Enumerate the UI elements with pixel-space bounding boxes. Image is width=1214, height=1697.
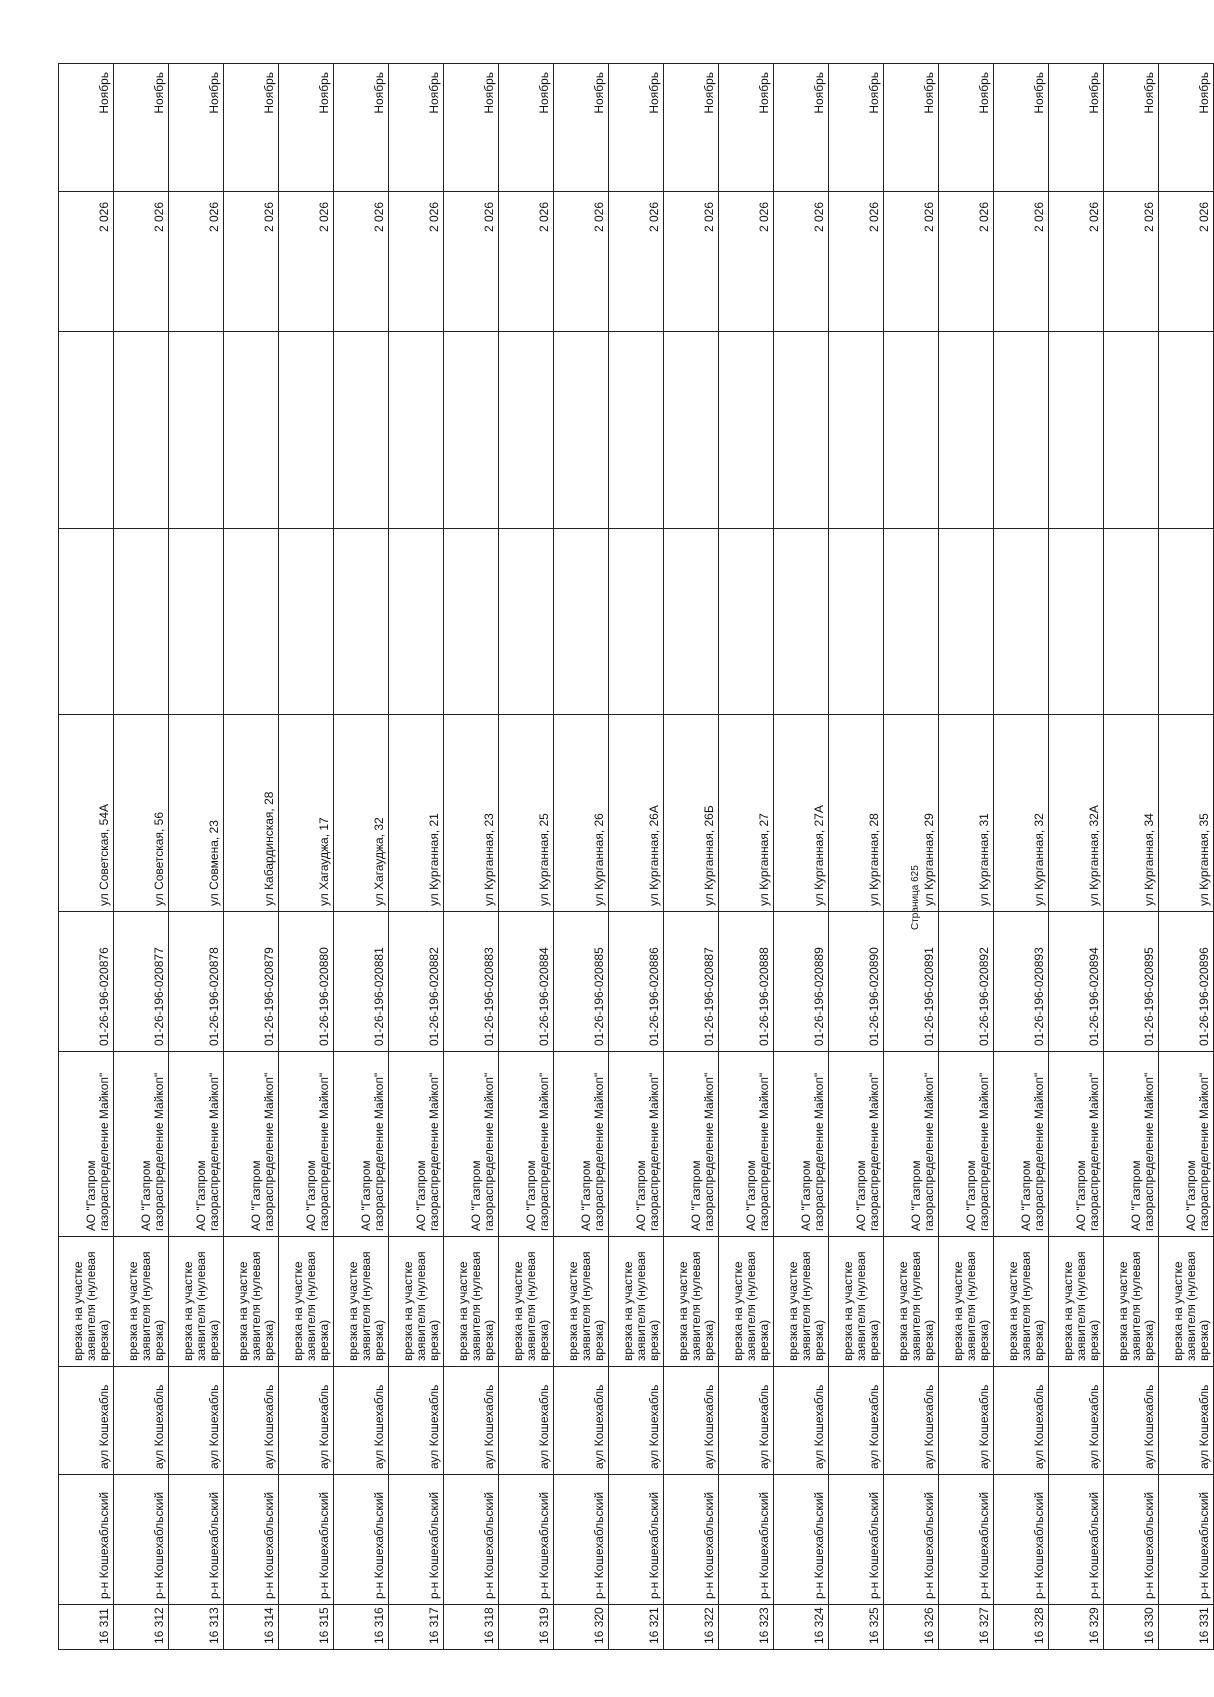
table-row [1104, 64, 1159, 1650]
address-cell: ул Курганная, 34 [1104, 715, 1159, 912]
settlement-cell: аул Кошехабль [499, 1367, 554, 1475]
table-row [224, 64, 279, 1650]
empty-cell [994, 332, 1049, 529]
district-cell: р-н Кошехабльский [1104, 1475, 1159, 1605]
organization-cell: АО "Газпром газораспределение Майкоп" [224, 1052, 279, 1237]
code-cell: 01-26-196-020878 [169, 912, 224, 1052]
row-number-cell: 16 318 [444, 1605, 499, 1650]
work-type-cell: врезка на участке заявителя (нулевая врезка) [884, 1237, 939, 1367]
year-cell: 2 026 [389, 192, 444, 332]
year-cell: 2 026 [939, 192, 994, 332]
year-cell: 2 026 [499, 192, 554, 332]
address-cell: ул Курганная, 28 [829, 715, 884, 912]
empty-cell [554, 529, 609, 715]
empty-cell [1159, 529, 1214, 715]
row-number-cell: 16 312 [114, 1605, 169, 1650]
work-type-cell: врезка на участке заявителя (нулевая врезка) [719, 1237, 774, 1367]
organization-cell: АО "Газпром газораспределение Майкоп" [664, 1052, 719, 1237]
district-cell: р-н Кошехабльский [169, 1475, 224, 1605]
address-cell: ул Курганная, 23 [444, 715, 499, 912]
district-cell: р-н Кошехабльский [279, 1475, 334, 1605]
row-number-cell: 16 329 [1049, 1605, 1104, 1650]
district-cell: р-н Кошехабльский [444, 1475, 499, 1605]
address-cell: ул Курганная, 31 [939, 715, 994, 912]
empty-cell [774, 529, 829, 715]
district-cell: р-н Кошехабльский [554, 1475, 609, 1605]
district-cell: р-н Кошехабльский [774, 1475, 829, 1605]
page-footer [910, 790, 930, 930]
address-cell: ул Курганная, 26Б [664, 715, 719, 912]
code-cell: 01-26-196-020881 [334, 912, 389, 1052]
empty-cell [664, 529, 719, 715]
address-cell: ул Совмена, 23 [169, 715, 224, 912]
empty-cell [939, 332, 994, 529]
empty-cell [1104, 332, 1159, 529]
month-cell: Ноябрь [1104, 64, 1159, 192]
empty-cell [664, 332, 719, 529]
organization-cell: АО "Газпром газораспределение Майкоп" [499, 1052, 554, 1237]
work-type-cell: врезка на участке заявителя (нулевая врезка) [1159, 1237, 1214, 1367]
organization-cell: АО "Газпром газораспределение Майкоп" [884, 1052, 939, 1237]
empty-cell [1104, 529, 1159, 715]
month-cell: Ноябрь [664, 64, 719, 192]
table-row [59, 64, 114, 1650]
empty-cell [59, 332, 114, 529]
organization-cell: АО "Газпром газораспределение Майкоп" [444, 1052, 499, 1237]
month-cell: Ноябрь [829, 64, 884, 192]
district-cell: р-н Кошехабльский [114, 1475, 169, 1605]
year-cell: 2 026 [114, 192, 169, 332]
row-number-cell: 16 328 [994, 1605, 1049, 1650]
table-row [444, 64, 499, 1650]
year-cell: 2 026 [334, 192, 389, 332]
empty-cell [1159, 332, 1214, 529]
empty-cell [499, 529, 554, 715]
work-type-cell: врезка на участке заявителя (нулевая врезка) [994, 1237, 1049, 1367]
empty-cell [554, 332, 609, 529]
table-row [279, 64, 334, 1650]
table-row [114, 64, 169, 1650]
table-row [774, 64, 829, 1650]
work-type-cell: врезка на участке заявителя (нулевая врезка) [59, 1237, 114, 1367]
work-type-cell: врезка на участке заявителя (нулевая врезка) [169, 1237, 224, 1367]
address-cell: ул Кабардинская, 28 [224, 715, 279, 912]
organization-cell: АО "Газпром газораспределение Майкоп" [169, 1052, 224, 1237]
month-cell: Ноябрь [609, 64, 664, 192]
organization-cell: АО "Газпром газораспределение Майкоп" [719, 1052, 774, 1237]
row-number-cell: 16 325 [829, 1605, 884, 1650]
organization-cell: АО "Газпром газораспределение Майкоп" [279, 1052, 334, 1237]
empty-cell [444, 529, 499, 715]
year-cell: 2 026 [664, 192, 719, 332]
empty-cell [499, 332, 554, 529]
address-cell: ул Курганная, 27 [719, 715, 774, 912]
year-cell: 2 026 [994, 192, 1049, 332]
empty-cell [334, 529, 389, 715]
table-row [829, 64, 884, 1650]
table-row [939, 64, 994, 1650]
empty-cell [994, 529, 1049, 715]
address-cell: ул Курганная, 25 [499, 715, 554, 912]
empty-cell [444, 332, 499, 529]
code-cell: 01-26-196-020880 [279, 912, 334, 1052]
row-number-cell: 16 311 [59, 1605, 114, 1650]
year-cell: 2 026 [609, 192, 664, 332]
address-cell: ул Хагауджа, 32 [334, 715, 389, 912]
settlement-cell: аул Кошехабль [719, 1367, 774, 1475]
empty-cell [114, 332, 169, 529]
year-cell: 2 026 [1159, 192, 1214, 332]
empty-cell [829, 529, 884, 715]
settlement-cell: аул Кошехабль [1104, 1367, 1159, 1475]
work-type-cell: врезка на участке заявителя (нулевая врезка) [114, 1237, 169, 1367]
month-cell: Ноябрь [114, 64, 169, 192]
month-cell: Ноябрь [169, 64, 224, 192]
row-number-cell: 16 314 [224, 1605, 279, 1650]
year-cell: 2 026 [279, 192, 334, 332]
organization-cell: АО "Газпром газораспределение Майкоп" [1049, 1052, 1104, 1237]
month-cell: Ноябрь [994, 64, 1049, 192]
empty-cell [1049, 529, 1104, 715]
settlement-cell: аул Кошехабль [664, 1367, 719, 1475]
code-cell: 01-26-196-020884 [499, 912, 554, 1052]
row-number-cell: 16 320 [554, 1605, 609, 1650]
empty-cell [1049, 332, 1104, 529]
code-cell: 01-26-196-020892 [939, 912, 994, 1052]
table-row [664, 64, 719, 1650]
address-cell: ул Курганная, 21 [389, 715, 444, 912]
table-row [499, 64, 554, 1650]
year-cell: 2 026 [554, 192, 609, 332]
settlement-cell: аул Кошехабль [609, 1367, 664, 1475]
empty-cell [884, 529, 939, 715]
row-number-cell: 16 315 [279, 1605, 334, 1650]
code-cell: 01-26-196-020885 [554, 912, 609, 1052]
page-number: Страница 625 [910, 865, 921, 930]
district-cell: р-н Кошехабльский [829, 1475, 884, 1605]
year-cell: 2 026 [719, 192, 774, 332]
code-cell: 01-26-196-020894 [1049, 912, 1104, 1052]
organization-cell: АО "Газпром газораспределение Майкоп" [994, 1052, 1049, 1237]
month-cell: Ноябрь [334, 64, 389, 192]
year-cell: 2 026 [774, 192, 829, 332]
work-type-cell: врезка на участке заявителя (нулевая врезка) [939, 1237, 994, 1367]
work-type-cell: врезка на участке заявителя (нулевая врезка) [774, 1237, 829, 1367]
row-number-cell: 16 317 [389, 1605, 444, 1650]
address-cell: ул Хагауджа, 17 [279, 715, 334, 912]
settlement-cell: аул Кошехабль [939, 1367, 994, 1475]
empty-cell [829, 332, 884, 529]
settlement-cell: аул Кошехабль [884, 1367, 939, 1475]
code-cell: 01-26-196-020891 [884, 912, 939, 1052]
work-type-cell: врезка на участке заявителя (нулевая врезка) [664, 1237, 719, 1367]
empty-cell [609, 529, 664, 715]
settlement-cell: аул Кошехабль [169, 1367, 224, 1475]
empty-cell [59, 529, 114, 715]
organization-cell: АО "Газпром газораспределение Майкоп" [829, 1052, 884, 1237]
month-cell: Ноябрь [554, 64, 609, 192]
code-cell: 01-26-196-020895 [1104, 912, 1159, 1052]
table-row [554, 64, 609, 1650]
district-cell: р-н Кошехабльский [499, 1475, 554, 1605]
month-cell: Ноябрь [444, 64, 499, 192]
settlement-cell: аул Кошехабль [444, 1367, 499, 1475]
row-number-cell: 16 326 [884, 1605, 939, 1650]
address-cell: ул Курганная, 26А [609, 715, 664, 912]
month-cell: Ноябрь [224, 64, 279, 192]
work-type-cell: врезка на участке заявителя (нулевая врезка) [829, 1237, 884, 1367]
table-row [609, 64, 664, 1650]
organization-cell: АО "Газпром газораспределение Майкоп" [939, 1052, 994, 1237]
code-cell: 01-26-196-020883 [444, 912, 499, 1052]
empty-cell [389, 529, 444, 715]
table-row [334, 64, 389, 1650]
address-cell: ул Советская, 56 [114, 715, 169, 912]
district-cell: р-н Кошехабльский [994, 1475, 1049, 1605]
settlement-cell: аул Кошехабль [59, 1367, 114, 1475]
settlement-cell: аул Кошехабль [554, 1367, 609, 1475]
month-cell: Ноябрь [279, 64, 334, 192]
address-cell: ул Курганная, 35 [1159, 715, 1214, 912]
district-cell: р-н Кошехабльский [884, 1475, 939, 1605]
empty-cell [279, 529, 334, 715]
district-cell: р-н Кошехабльский [59, 1475, 114, 1605]
settlement-cell: аул Кошехабль [389, 1367, 444, 1475]
code-cell: 01-26-196-020890 [829, 912, 884, 1052]
row-number-cell: 16 324 [774, 1605, 829, 1650]
month-cell: Ноябрь [499, 64, 554, 192]
settlement-cell: аул Кошехабль [114, 1367, 169, 1475]
row-number-cell: 16 316 [334, 1605, 389, 1650]
organization-cell: АО "Газпром газораспределение Майкоп" [554, 1052, 609, 1237]
address-cell: ул Советская, 54А [59, 715, 114, 912]
district-cell: р-н Кошехабльский [939, 1475, 994, 1605]
settlement-cell: аул Кошехабль [994, 1367, 1049, 1475]
table-row [169, 64, 224, 1650]
table-row [994, 64, 1049, 1650]
year-cell: 2 026 [884, 192, 939, 332]
address-cell: ул Курганная, 27А [774, 715, 829, 912]
code-cell: 01-26-196-020886 [609, 912, 664, 1052]
district-cell: р-н Кошехабльский [389, 1475, 444, 1605]
month-cell: Ноябрь [884, 64, 939, 192]
empty-cell [114, 529, 169, 715]
year-cell: 2 026 [224, 192, 279, 332]
empty-cell [389, 332, 444, 529]
registry-table [58, 63, 1214, 1650]
month-cell: Ноябрь [59, 64, 114, 192]
year-cell: 2 026 [59, 192, 114, 332]
row-number-cell: 16 313 [169, 1605, 224, 1650]
code-cell: 01-26-196-020877 [114, 912, 169, 1052]
table-row [719, 64, 774, 1650]
row-number-cell: 16 330 [1104, 1605, 1159, 1650]
settlement-cell: аул Кошехабль [774, 1367, 829, 1475]
work-type-cell: врезка на участке заявителя (нулевая врезка) [499, 1237, 554, 1367]
empty-cell [224, 332, 279, 529]
organization-cell: АО "Газпром газораспределение Майкоп" [334, 1052, 389, 1237]
address-cell: ул Курганная, 29 [884, 715, 939, 912]
address-cell: ул Курганная, 32 [994, 715, 1049, 912]
district-cell: р-н Кошехабльский [719, 1475, 774, 1605]
month-cell: Ноябрь [719, 64, 774, 192]
empty-cell [939, 529, 994, 715]
row-number-cell: 16 322 [664, 1605, 719, 1650]
settlement-cell: аул Кошехабль [1049, 1367, 1104, 1475]
year-cell: 2 026 [1049, 192, 1104, 332]
settlement-cell: аул Кошехабль [829, 1367, 884, 1475]
row-number-cell: 16 327 [939, 1605, 994, 1650]
empty-cell [719, 332, 774, 529]
work-type-cell: врезка на участке заявителя (нулевая врезка) [554, 1237, 609, 1367]
table-row [389, 64, 444, 1650]
address-cell: ул Курганная, 32А [1049, 715, 1104, 912]
code-cell: 01-26-196-020879 [224, 912, 279, 1052]
empty-cell [609, 332, 664, 529]
settlement-cell: аул Кошехабль [224, 1367, 279, 1475]
code-cell: 01-26-196-020882 [389, 912, 444, 1052]
month-cell: Ноябрь [1159, 64, 1214, 192]
work-type-cell: врезка на участке заявителя (нулевая врезка) [279, 1237, 334, 1367]
code-cell: 01-26-196-020888 [719, 912, 774, 1052]
month-cell: Ноябрь [774, 64, 829, 192]
row-number-cell: 16 319 [499, 1605, 554, 1650]
code-cell: 01-26-196-020893 [994, 912, 1049, 1052]
row-number-cell: 16 323 [719, 1605, 774, 1650]
empty-cell [169, 529, 224, 715]
district-cell: р-н Кошехабльский [334, 1475, 389, 1605]
empty-cell [169, 332, 224, 529]
settlement-cell: аул Кошехабль [1159, 1367, 1214, 1475]
settlement-cell: аул Кошехабль [279, 1367, 334, 1475]
empty-cell [279, 332, 334, 529]
code-cell: 01-26-196-020896 [1159, 912, 1214, 1052]
work-type-cell: врезка на участке заявителя (нулевая врезка) [609, 1237, 664, 1367]
row-number-cell: 16 321 [609, 1605, 664, 1650]
row-number-cell: 16 331 [1159, 1605, 1214, 1650]
district-cell: р-н Кошехабльский [664, 1475, 719, 1605]
district-cell: р-н Кошехабльский [1049, 1475, 1104, 1605]
organization-cell: АО "Газпром газораспределение Майкоп" [389, 1052, 444, 1237]
organization-cell: АО "Газпром газораспределение Майкоп" [774, 1052, 829, 1237]
work-type-cell: врезка на участке заявителя (нулевая врезка) [1104, 1237, 1159, 1367]
table-body [59, 64, 1214, 1650]
year-cell: 2 026 [829, 192, 884, 332]
settlement-cell: аул Кошехабль [334, 1367, 389, 1475]
organization-cell: АО "Газпром газораспределение Майкоп" [1104, 1052, 1159, 1237]
work-type-cell: врезка на участке заявителя (нулевая врезка) [389, 1237, 444, 1367]
code-cell: 01-26-196-020887 [664, 912, 719, 1052]
code-cell: 01-26-196-020889 [774, 912, 829, 1052]
organization-cell: АО "Газпром газораспределение Майкоп" [114, 1052, 169, 1237]
work-type-cell: врезка на участке заявителя (нулевая врезка) [224, 1237, 279, 1367]
table-row [1049, 64, 1104, 1650]
year-cell: 2 026 [444, 192, 499, 332]
month-cell: Ноябрь [939, 64, 994, 192]
address-cell: ул Курганная, 26 [554, 715, 609, 912]
empty-cell [334, 332, 389, 529]
year-cell: 2 026 [169, 192, 224, 332]
code-cell: 01-26-196-020876 [59, 912, 114, 1052]
empty-cell [224, 529, 279, 715]
district-cell: р-н Кошехабльский [224, 1475, 279, 1605]
year-cell: 2 026 [1104, 192, 1159, 332]
registry-table-container [58, 64, 1212, 1650]
work-type-cell: врезка на участке заявителя (нулевая врезка) [1049, 1237, 1104, 1367]
empty-cell [719, 529, 774, 715]
month-cell: Ноябрь [1049, 64, 1104, 192]
work-type-cell: врезка на участке заявителя (нулевая врезка) [444, 1237, 499, 1367]
district-cell: р-н Кошехабльский [609, 1475, 664, 1605]
organization-cell: АО "Газпром газораспределение Майкоп" [59, 1052, 114, 1237]
table-row [1159, 64, 1214, 1650]
organization-cell: АО "Газпром газораспределение Майкоп" [609, 1052, 664, 1237]
organization-cell: АО "Газпром газораспределение Майкоп" [1159, 1052, 1214, 1237]
district-cell: р-н Кошехабльский [1159, 1475, 1214, 1605]
month-cell: Ноябрь [389, 64, 444, 192]
empty-cell [884, 332, 939, 529]
empty-cell [774, 332, 829, 529]
work-type-cell: врезка на участке заявителя (нулевая врезка) [334, 1237, 389, 1367]
